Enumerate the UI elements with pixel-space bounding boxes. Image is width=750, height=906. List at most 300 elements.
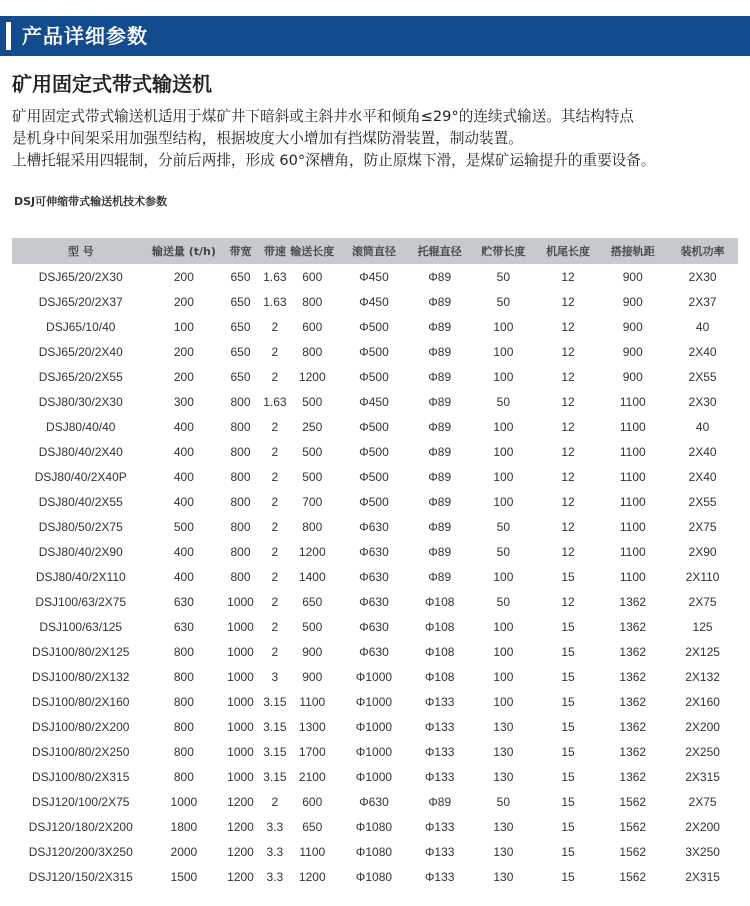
intro-line: 上槽托辊采用四辊制，分前后两排，形成 60°深槽角，防止原煤下滑，是煤矿运输提升的重要设备。 xyxy=(12,152,656,169)
table-row xyxy=(12,264,738,289)
table-cell: 2X132 xyxy=(685,669,720,684)
table-cell: 100 xyxy=(493,369,514,384)
table-cell: 600 xyxy=(302,319,323,334)
table-cell: 900 xyxy=(622,319,643,334)
table-row xyxy=(12,414,738,439)
table-cell: 3 xyxy=(271,669,279,684)
table-cell: DSJ80/40/2X90 xyxy=(38,544,123,559)
table-row xyxy=(12,289,738,314)
table-cell: 12 xyxy=(561,369,575,384)
table-cell: 50 xyxy=(496,294,511,309)
table-cell: 250 xyxy=(302,419,323,434)
table-row xyxy=(12,814,738,839)
column-header: 机尾长度 xyxy=(538,238,599,264)
table-body xyxy=(12,264,738,889)
table-cell: Φ108 xyxy=(424,644,455,659)
table-cell: 1.63 xyxy=(263,269,287,284)
table-row xyxy=(12,614,738,639)
column-header: 输送长度 xyxy=(287,238,338,264)
table-cell: 130 xyxy=(493,819,514,834)
table-cell: DSJ65/10/40 xyxy=(46,319,116,334)
table-cell: 650 xyxy=(230,294,251,309)
table-cell: Φ500 xyxy=(359,444,389,459)
table-cell: 1100 xyxy=(619,444,646,459)
table-cell: 2X200 xyxy=(685,719,720,734)
table-cell: 900 xyxy=(622,294,643,309)
table-cell: Φ630 xyxy=(359,544,389,559)
table-cell: DSJ80/40/2X110 xyxy=(35,569,126,584)
table-cell: 1100 xyxy=(619,419,646,434)
intro-line: 矿用固定式带式输送机适用于煤矿井下暗斜或主斜井水平和倾角≤29°的连续式输送。其结构特点 xyxy=(12,108,634,125)
table-cell: Φ133 xyxy=(424,694,455,709)
table-cell: 100 xyxy=(493,494,514,509)
table-cell: 12 xyxy=(561,269,575,284)
table-cell: 650 xyxy=(302,594,323,609)
table-cell: Φ89 xyxy=(428,494,452,509)
table-cell: 600 xyxy=(302,794,323,809)
table-cell: 125 xyxy=(692,619,713,634)
table-cell: DSJ100/80/2X125 xyxy=(32,644,130,659)
table-cell: 650 xyxy=(230,319,251,334)
table-cell: Φ630 xyxy=(359,519,389,534)
table-cell: Φ89 xyxy=(428,369,452,384)
table-cell: DSJ100/63/125 xyxy=(39,619,123,634)
table-row xyxy=(12,389,738,414)
table-cell: 400 xyxy=(173,419,194,434)
table-cell: 650 xyxy=(302,819,323,834)
table-cell: Φ450 xyxy=(359,294,389,309)
table-cell: 2X160 xyxy=(685,694,720,709)
table-cell: 12 xyxy=(561,344,575,359)
banner-accent-bar xyxy=(6,22,11,50)
table-cell: 1000 xyxy=(227,769,254,784)
table-cell: 1000 xyxy=(227,619,254,634)
table-cell: 2 xyxy=(271,469,279,484)
table-cell: DSJ120/200/3X250 xyxy=(28,844,133,859)
table-cell: 50 xyxy=(496,519,511,534)
table-cell: DSJ80/50/2X75 xyxy=(38,519,123,534)
table-cell: 12 xyxy=(561,594,575,609)
table-cell: 1200 xyxy=(298,369,326,384)
table-cell: 2X200 xyxy=(685,819,720,834)
table-cell: 1562 xyxy=(619,844,647,859)
table-cell: 100 xyxy=(493,669,514,684)
table-cell: 130 xyxy=(493,844,514,859)
table-cell: Φ108 xyxy=(424,669,455,684)
table-cell: Φ500 xyxy=(359,419,389,434)
table-cell: 2X90 xyxy=(688,544,717,559)
table-cell: 100 xyxy=(493,319,514,334)
table-cell: 40 xyxy=(695,419,710,434)
table-cell: 12 xyxy=(561,394,575,409)
table-cell: 2 xyxy=(271,794,279,809)
table-cell: Φ450 xyxy=(359,394,389,409)
table-cell: 100 xyxy=(493,644,514,659)
table-cell: 2000 xyxy=(170,844,198,859)
table-cell: 15 xyxy=(561,819,575,834)
table-cell: DSJ100/63/2X75 xyxy=(35,594,127,609)
table-cell: Φ630 xyxy=(359,569,389,584)
table-row xyxy=(12,439,738,464)
table-cell: 2X55 xyxy=(688,369,717,384)
table-cell: Φ1080 xyxy=(355,819,393,834)
table-cell: 3.15 xyxy=(263,694,287,709)
table-cell: 1362 xyxy=(619,669,647,684)
table-cell: 1200 xyxy=(227,819,254,834)
table-cell: Φ1080 xyxy=(355,844,393,859)
table-cell: Φ133 xyxy=(424,769,455,784)
table-cell: 800 xyxy=(302,519,323,534)
table-cell: 1100 xyxy=(299,694,326,709)
column-header: 托辊直径 xyxy=(410,238,469,264)
table-cell: 1562 xyxy=(619,869,647,884)
table-cell: 900 xyxy=(622,269,643,284)
table-cell: Φ630 xyxy=(359,794,389,809)
table-cell: 800 xyxy=(230,469,251,484)
table-cell: 700 xyxy=(302,494,323,509)
table-cell: Φ89 xyxy=(428,519,452,534)
table-cell: 1200 xyxy=(227,844,254,859)
table-cell: Φ89 xyxy=(428,569,452,584)
table-cell: 12 xyxy=(561,519,575,534)
table-cell: 2 xyxy=(271,494,279,509)
table-cell: 1000 xyxy=(170,794,198,809)
table-cell: 200 xyxy=(173,269,194,284)
table-cell: Φ89 xyxy=(428,344,452,359)
table-cell: 300 xyxy=(173,394,194,409)
table-row xyxy=(12,339,738,364)
table-cell: 12 xyxy=(561,469,575,484)
table-cell: DSJ120/100/2X75 xyxy=(32,794,130,809)
table-cell: 2X250 xyxy=(685,744,720,759)
table-cell: DSJ100/80/2X315 xyxy=(32,769,130,784)
table-cell: 2X125 xyxy=(685,644,720,659)
table-cell: Φ1000 xyxy=(355,769,393,784)
table-cell: 800 xyxy=(302,294,323,309)
table-cell: 500 xyxy=(173,519,194,534)
table-cell: 1000 xyxy=(227,744,254,759)
table-cell: 630 xyxy=(173,594,194,609)
table-cell: 1300 xyxy=(298,719,326,734)
table-cell: 1100 xyxy=(619,469,646,484)
table-cell: 1200 xyxy=(298,869,326,884)
table-cell: Φ133 xyxy=(424,719,455,734)
table-cell: Φ133 xyxy=(424,819,455,834)
column-header: 滚筒直径 xyxy=(338,238,411,264)
table-cell: 650 xyxy=(230,344,251,359)
table-cell: 12 xyxy=(561,294,575,309)
table-cell: 800 xyxy=(302,344,323,359)
table-cell: DSJ100/80/2X250 xyxy=(32,744,130,759)
table-cell: 2X75 xyxy=(688,519,717,534)
table-row xyxy=(12,739,738,764)
table-cell: Φ500 xyxy=(359,494,389,509)
table-cell: 100 xyxy=(493,419,514,434)
table-row xyxy=(12,564,738,589)
table-cell: 15 xyxy=(561,619,575,634)
table-cell: 800 xyxy=(173,669,194,684)
table-cell: Φ1000 xyxy=(355,744,393,759)
table-cell: 800 xyxy=(230,569,251,584)
table-cell: 12 xyxy=(561,494,575,509)
table-row xyxy=(12,639,738,664)
intro-line: 是机身中间架采用加强型结构，根据坡度大小增加有挡煤防滑装置，制动装置。 xyxy=(12,130,523,147)
table-cell: 1100 xyxy=(299,844,326,859)
table-cell: 800 xyxy=(230,494,251,509)
table-cell: 1200 xyxy=(227,794,254,809)
table-cell: 100 xyxy=(493,444,514,459)
table-cell: 630 xyxy=(173,619,194,634)
table-cell: 50 xyxy=(496,394,511,409)
table-cell: 2X30 xyxy=(688,394,717,409)
table-cell: Φ89 xyxy=(428,419,452,434)
column-header: 带宽 xyxy=(218,238,262,264)
table-cell: 2X55 xyxy=(688,494,717,509)
table-cell: Φ1000 xyxy=(355,694,393,709)
table-cell: 50 xyxy=(496,544,511,559)
table-cell: 1100 xyxy=(619,544,646,559)
table-cell: 50 xyxy=(496,269,511,284)
table-cell: 500 xyxy=(302,444,323,459)
table-cell: 900 xyxy=(622,369,643,384)
table-cell: 1362 xyxy=(619,769,647,784)
table-cell: 3.3 xyxy=(266,819,284,834)
table-cell: 3.3 xyxy=(266,844,284,859)
table-cell: 1000 xyxy=(227,594,254,609)
table-cell: 2 xyxy=(271,644,279,659)
table-row xyxy=(12,514,738,539)
column-header: 带速 xyxy=(263,238,287,264)
table-row xyxy=(12,864,738,889)
table-cell: 15 xyxy=(561,669,575,684)
table-cell: Φ630 xyxy=(359,594,389,609)
table-cell: Φ89 xyxy=(428,469,452,484)
table-cell: 1500 xyxy=(170,869,198,884)
table-cell: 15 xyxy=(561,869,575,884)
table-cell: DSJ80/40/2X55 xyxy=(38,494,123,509)
table-cell: Φ500 xyxy=(359,344,389,359)
table-cell: 800 xyxy=(230,519,251,534)
table-cell: 2X40 xyxy=(688,469,717,484)
table-cell: 3X250 xyxy=(685,844,720,859)
table-cell: Φ89 xyxy=(428,794,452,809)
table-cell: 800 xyxy=(173,719,194,734)
table-cell: Φ500 xyxy=(359,319,389,334)
table-cell: Φ450 xyxy=(359,269,389,284)
table-cell: 2 xyxy=(271,519,279,534)
table-cell: 1362 xyxy=(619,744,647,759)
table-cell: 400 xyxy=(173,569,194,584)
table-cell: 1100 xyxy=(619,569,646,584)
column-header: 输送量 (t/h) xyxy=(150,238,219,264)
table-cell: Φ133 xyxy=(424,844,455,859)
table-cell: 3.15 xyxy=(263,744,287,759)
table-row xyxy=(12,789,738,814)
table-cell: 1400 xyxy=(298,569,326,584)
table-row xyxy=(12,539,738,564)
table-cell: 1362 xyxy=(619,719,647,734)
table-caption: DSJ可伸缩带式输送机技术参数 xyxy=(14,195,168,208)
table-cell: 2 xyxy=(271,544,279,559)
table-cell: Φ500 xyxy=(359,469,389,484)
table-cell: DSJ120/180/2X200 xyxy=(28,819,133,834)
table-cell: Φ1080 xyxy=(355,869,393,884)
table-cell: 2100 xyxy=(298,769,326,784)
table-cell: 500 xyxy=(302,619,323,634)
table-cell: 800 xyxy=(173,769,194,784)
table-cell: 1562 xyxy=(619,794,647,809)
section-banner xyxy=(0,16,750,56)
table-cell: 2 xyxy=(271,369,279,384)
table-cell: 1362 xyxy=(619,644,647,659)
table-cell: 130 xyxy=(493,769,514,784)
spec-table xyxy=(12,238,738,889)
table-cell: 2X40 xyxy=(688,344,717,359)
table-cell: DSJ100/80/2X132 xyxy=(32,669,130,684)
table-cell: 1000 xyxy=(227,719,254,734)
banner-title: 产品详细参数 xyxy=(22,24,148,48)
table-cell: Φ108 xyxy=(424,619,455,634)
table-cell: 40 xyxy=(695,319,710,334)
table-row xyxy=(12,314,738,339)
table-cell: 1100 xyxy=(619,519,646,534)
table-cell: 2 xyxy=(271,594,279,609)
table-cell: 2X110 xyxy=(685,569,720,584)
table-cell: 900 xyxy=(622,344,643,359)
table-cell: 1000 xyxy=(227,694,254,709)
table-cell: 2X75 xyxy=(688,594,717,609)
table-cell: 15 xyxy=(561,769,575,784)
table-row xyxy=(12,714,738,739)
table-cell: DSJ100/80/2X160 xyxy=(32,694,130,709)
table-cell: Φ1000 xyxy=(355,719,393,734)
table-cell: 500 xyxy=(302,394,323,409)
table-cell: 800 xyxy=(230,394,251,409)
table-cell: 800 xyxy=(173,744,194,759)
table-cell: 100 xyxy=(493,694,514,709)
table-cell: 1.63 xyxy=(263,394,287,409)
table-cell: 2X315 xyxy=(685,769,720,784)
table-cell: Φ630 xyxy=(359,619,389,634)
column-header: 贮带长度 xyxy=(469,238,538,264)
table-cell: 130 xyxy=(493,869,514,884)
table-row xyxy=(12,589,738,614)
table-cell: 50 xyxy=(496,594,511,609)
table-cell: DSJ65/20/2X30 xyxy=(38,269,123,284)
table-cell: 1.63 xyxy=(263,294,287,309)
table-cell: 2X75 xyxy=(688,794,717,809)
table-cell: 15 xyxy=(561,794,575,809)
table-cell: 650 xyxy=(230,269,251,284)
table-cell: 1800 xyxy=(170,819,198,834)
table-cell: 12 xyxy=(561,444,575,459)
table-cell: 1200 xyxy=(298,544,326,559)
table-cell: 1562 xyxy=(619,819,647,834)
table-cell: 130 xyxy=(493,744,514,759)
table-cell: 900 xyxy=(302,669,323,684)
table-cell: 12 xyxy=(561,319,575,334)
product-title: 矿用固定式带式输送机 xyxy=(12,72,212,96)
table-cell: 800 xyxy=(173,644,194,659)
table-cell: 2X315 xyxy=(685,869,720,884)
table-cell: Φ89 xyxy=(428,294,452,309)
table-cell: 2X30 xyxy=(688,269,717,284)
table-cell: Φ89 xyxy=(428,394,452,409)
table-cell: Φ89 xyxy=(428,544,452,559)
table-cell: DSJ65/20/2X37 xyxy=(38,294,123,309)
table-row xyxy=(12,664,738,689)
table-cell: 900 xyxy=(302,644,323,659)
table-cell: 1362 xyxy=(619,619,647,634)
table-header-row xyxy=(12,238,738,264)
table-cell: DSJ80/40/40 xyxy=(46,419,116,434)
table-row xyxy=(12,839,738,864)
table-cell: 12 xyxy=(561,419,575,434)
table-cell: 15 xyxy=(561,569,575,584)
table-cell: DSJ80/40/2X40 xyxy=(38,444,123,459)
table-cell: 1362 xyxy=(619,594,647,609)
table-cell: 100 xyxy=(493,344,514,359)
table-cell: 100 xyxy=(493,619,514,634)
table-cell: 100 xyxy=(173,319,194,334)
table-cell: 800 xyxy=(230,444,251,459)
table-cell: 1362 xyxy=(619,694,647,709)
table-cell: Φ630 xyxy=(359,644,389,659)
table-cell: 1200 xyxy=(227,869,254,884)
table-cell: 500 xyxy=(302,469,323,484)
table-cell: 15 xyxy=(561,744,575,759)
table-cell: DSJ100/80/2X200 xyxy=(32,719,130,734)
table-cell: Φ133 xyxy=(424,744,455,759)
table-cell: 100 xyxy=(493,469,514,484)
table-cell: DSJ80/40/2X40P xyxy=(34,469,127,484)
table-cell: 800 xyxy=(230,419,251,434)
table-cell: 50 xyxy=(496,794,511,809)
table-cell: Φ89 xyxy=(428,319,452,334)
table-cell: DSJ65/20/2X55 xyxy=(38,369,123,384)
table-row xyxy=(12,364,738,389)
table-cell: Φ89 xyxy=(428,444,452,459)
table-cell: 200 xyxy=(173,294,194,309)
table-cell: 2 xyxy=(271,319,279,334)
table-cell: 400 xyxy=(173,494,194,509)
table-cell: 1100 xyxy=(619,494,646,509)
table-cell: DSJ65/20/2X40 xyxy=(38,344,123,359)
table-cell: Φ108 xyxy=(424,594,455,609)
table-cell: 400 xyxy=(173,544,194,559)
column-header: 型 号 xyxy=(12,238,150,264)
table-cell: 100 xyxy=(493,569,514,584)
table-cell: 2X37 xyxy=(688,294,717,309)
table-cell: 15 xyxy=(561,719,575,734)
table-cell: 15 xyxy=(561,844,575,859)
table-row xyxy=(12,689,738,714)
table-cell: Φ1000 xyxy=(355,669,393,684)
table-cell: 3.3 xyxy=(266,869,284,884)
table-row xyxy=(12,464,738,489)
table-cell: 2X40 xyxy=(688,444,717,459)
table-cell: 2 xyxy=(271,619,279,634)
column-header: 搭接轨距 xyxy=(598,238,667,264)
table-cell: 1100 xyxy=(619,394,646,409)
column-header: 装机功率 xyxy=(667,238,738,264)
table-cell: 2 xyxy=(271,344,279,359)
table-cell: Φ89 xyxy=(428,269,452,284)
table-cell: 400 xyxy=(173,444,194,459)
table-cell: 800 xyxy=(230,544,251,559)
table-cell: 1700 xyxy=(298,744,326,759)
table-cell: Φ500 xyxy=(359,369,389,384)
